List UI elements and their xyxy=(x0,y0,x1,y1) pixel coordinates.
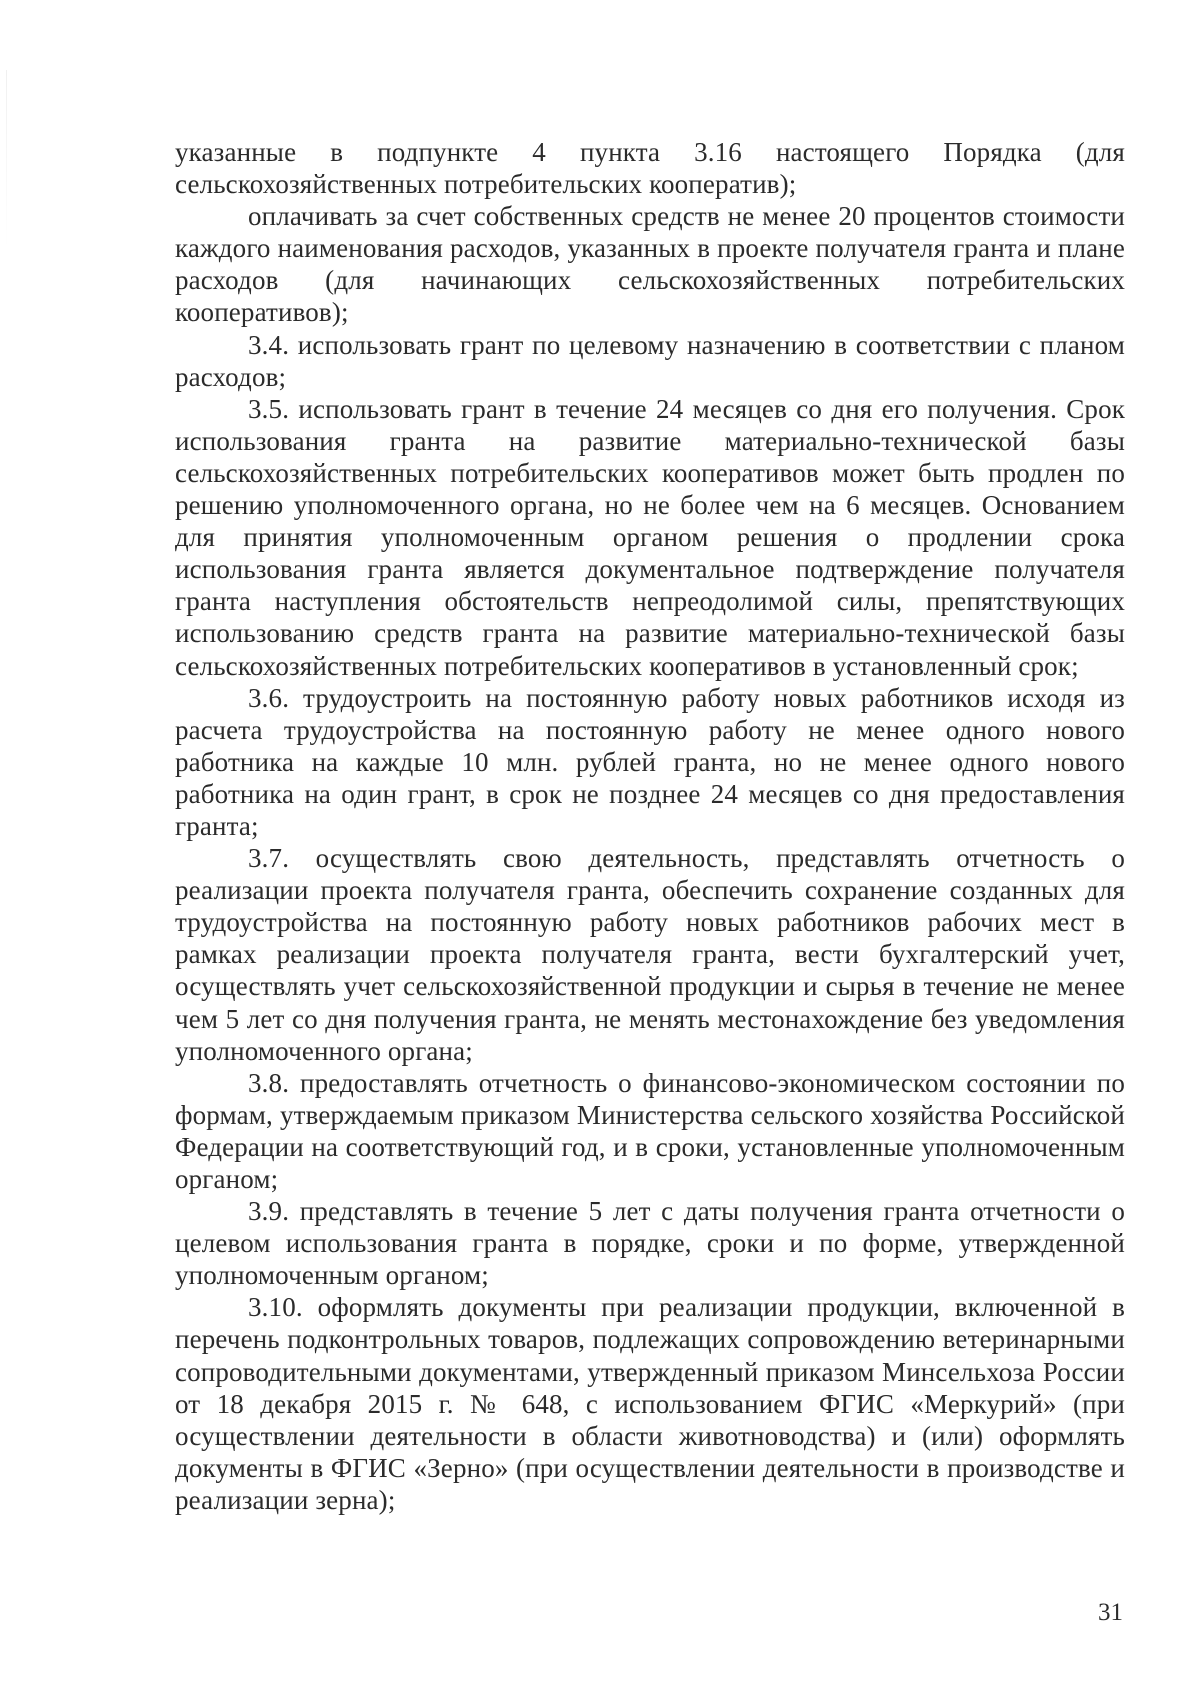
paragraph-cofinancing: оплачивать за счет собственных средств не менее 20 процентов стоимости каждого наименования расходов, указанных в проекте получателя гранта и плане расходов (для начинающих сельскохозяйственных потребительских кооперативов); xyxy=(175,201,1125,328)
paragraph-continuation: указанные в подпункте 4 пункта 3.16 настоящего Порядка (для сельскохозяйственных потребительских кооператив); xyxy=(175,137,1125,200)
paragraph-3-5: 3.5. использовать грант в течение 24 месяцев со дня его получения. Срок использования гранта на развитие материально-технической базы сельскохозяйственных потребительских кооперативов может быть продлен по решению уполномоченного органа, но не более чем на 6 месяцев. Основанием для принятия уполномоченным органом решения о продлении срока использования гранта является документальное подтверждение получателя гранта наступления обстоятельств непреодолимой силы, препятствующих использованию средств гранта на развитие материально-технической базы сельскохозяйственных потребительских кооперативов в установленный срок; xyxy=(175,393,1125,681)
paragraph-3-4: 3.4. использовать грант по целевому назначению в соответствии с планом расходов; xyxy=(175,329,1125,392)
page-number: 31 xyxy=(1098,1599,1123,1626)
scan-edge-mark xyxy=(6,70,7,250)
paragraph-3-9: 3.9. представлять в течение 5 лет с даты получения гранта отчетности о целевом использования гранта в порядке, сроки и по форме, утвержденной уполномоченным органом; xyxy=(175,1196,1125,1291)
document-body xyxy=(175,136,1125,1516)
paragraph-3-8: 3.8. предоставлять отчетность о финансово-экономическом состоянии по формам, утверждаемым приказом Министерства сельского хозяйства Российской Федерации на соответствующий год, и в сроки, установленные уполномоченным органом; xyxy=(175,1067,1125,1194)
paragraph-3-6: 3.6. трудоустроить на постоянную работу новых работников исходя из расчета трудоустройства на постоянную работу не менее одного нового работника на каждые 10 млн. рублей гранта, но не менее одного нового работника на один грант, в срок не позднее 24 месяцев со дня предоставления гранта; xyxy=(175,682,1125,841)
paragraph-3-7: 3.7. осуществлять свою деятельность, представлять отчетность о реализации проекта получателя гранта, обеспечить сохранение созданных для трудоустройства на постоянную работу новых работников рабочих мест в рамках реализации проекта получателя гранта, вести бухгалтерский учет, осуществлять учет сельскохозяйственной продукции и сырья в течение не менее чем 5 лет со дня получения гранта, не менять местонахождение без уведомления уполномоченного органа; xyxy=(175,843,1125,1066)
paragraph-3-10: 3.10. оформлять документы при реализации продукции, включенной в перечень подконтрольных товаров, подлежащих сопровождению ветеринарными сопроводительными документами, утвержденный приказом Минсельхоза России от 18 декабря 2015 г. № 648, с использованием ФГИС «Меркурий» (при осуществлении деятельности в области животноводства) и (или) оформлять документы в ФГИС «Зерно» (при осуществлении деятельности в производстве и реализации зерна); xyxy=(175,1292,1125,1515)
